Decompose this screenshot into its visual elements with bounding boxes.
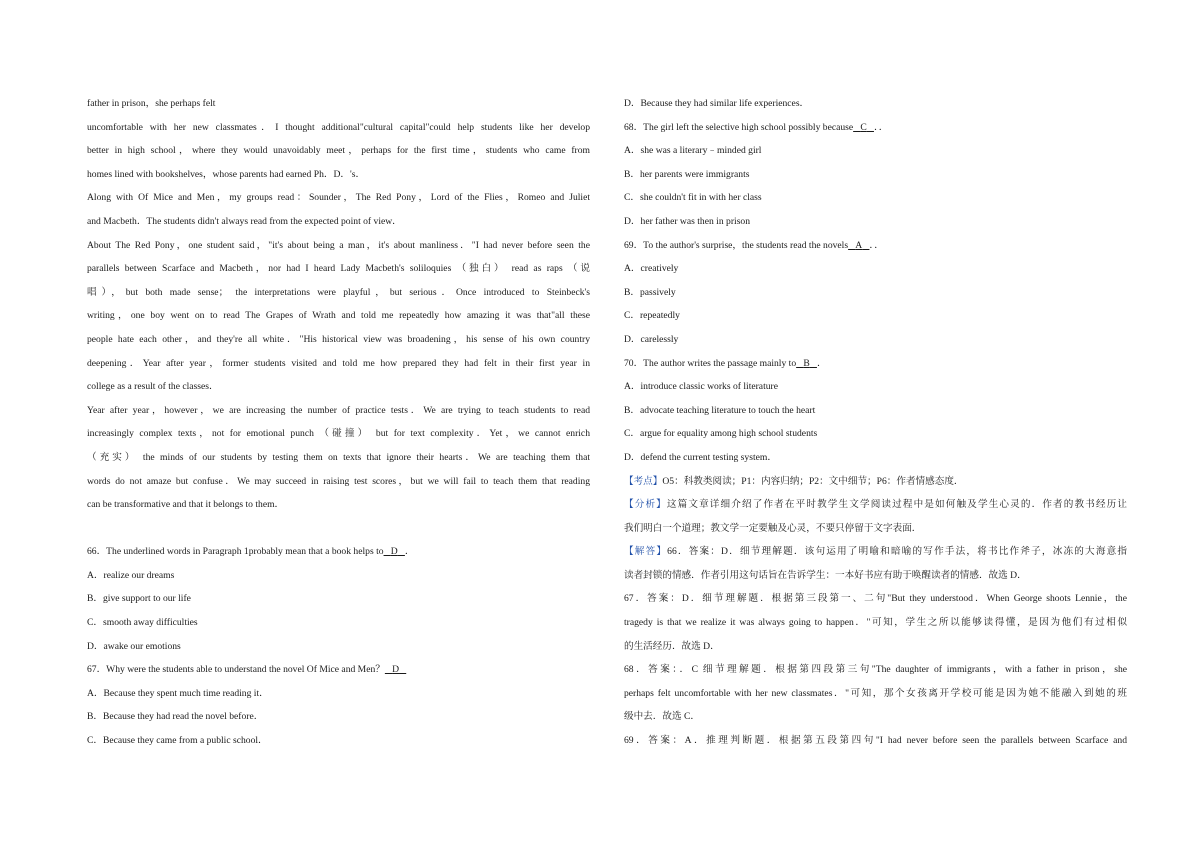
- passage: [87, 92, 590, 517]
- question-70: [624, 352, 1127, 470]
- answer-blank: C: [860, 121, 867, 133]
- option: D．awake our emotions: [87, 640, 181, 652]
- question-66: [87, 540, 590, 658]
- jieda-text: 读者封锁的情感．作者引用这句话旨在告诉学生：一本好书应有助于唤醒读者的情感．故选 D．: [624, 569, 1027, 581]
- kaodian-tag: 【考点】: [624, 475, 663, 487]
- option: A．Because they spent much time reading it．: [87, 687, 269, 699]
- answer-line: 67．答案：D．细节理解题．根据第三段第一、二句"But they understood．When George shoots Lennie，the: [624, 593, 1127, 605]
- fenxi-text: 我们明白一个道理；教文学一定要触及心灵，不要只停留于文字表面．: [624, 522, 922, 534]
- answer-blank: B: [803, 357, 810, 369]
- option: D．carelessly: [624, 333, 679, 345]
- kaodian-section: [624, 470, 1127, 494]
- passage-line: writing，one boy went on to read The Grapes of Wrath and told me repeatedly how amazing it was that"all these: [87, 310, 590, 322]
- right-column: [624, 92, 1127, 753]
- option: B．give support to our life: [87, 593, 191, 605]
- option: C．she couldn't fit in with her class: [624, 192, 762, 204]
- fenxi-text: 这篇文章详细介绍了作者在平时教学生文学阅读过程中是如何触及学生心灵的．作者的教书经历让: [666, 499, 1128, 511]
- passage-line: （充实） the minds of our students by testing them on texts that ignore their hearts．We are teaching them that: [87, 451, 590, 463]
- fenxi-section: [624, 493, 1127, 540]
- passage-line: deepening．Year after year，former students visited and told me how prepared they had felt in their first year in: [87, 357, 590, 369]
- answer-line: 68．答案：．C 细节理解题．根据第四段第三句"The daughter of immigrants，with a father in prison，she: [624, 664, 1127, 676]
- question-stem: 70．The author writes the passage mainly to B ．: [624, 357, 827, 369]
- passage-line: increasingly complex texts，not for emotional punch （碰撞） but for text complexity．Yet，we cannot enrich: [87, 428, 590, 440]
- answer-blank: D: [392, 664, 400, 676]
- passage-line: About The Red Pony，one student said，"it's about being a man，it's about manliness．"I had never before seen the: [87, 239, 590, 251]
- option: B．advocate teaching literature to touch the heart: [624, 404, 816, 416]
- left-column: [87, 92, 590, 753]
- option: A．creatively: [624, 263, 679, 275]
- answer-line: 69．答案：A．推理判断题．根据第五段第四句"I had never before seen the parallels between Scarface and: [624, 735, 1127, 747]
- question-stem: 66．The underlined words in Paragraph 1probably mean that a book helps to D ．: [87, 546, 415, 558]
- passage-line: parallels between Scarface and Macbeth，nor had I heard Lady Macbeth's soliloquies （独白） read as raps （说: [87, 263, 590, 275]
- option: A．realize our dreams: [87, 569, 175, 581]
- question-69: [624, 234, 1127, 352]
- answer-line: 的生活经历．故选 D．: [624, 640, 720, 652]
- passage-line: words do not amaze but confuse．We may succeed in raising test scores，but we will fail to teach them that reading: [87, 475, 590, 487]
- answer-line: tragedy is that we realize it was always going to happen．"可知，学生之所以能够读得懂，是因为他们有过相似: [624, 617, 1127, 629]
- option: B．her parents were immigrants: [624, 168, 750, 180]
- passage-line: 唱），but both made sense； the interpretations were playful，but serious．Once introduced to Steinbeck's: [87, 286, 590, 298]
- passage-line: homes lined with bookshelves，whose parents had earned Ph．D．'s．: [87, 168, 366, 180]
- option: C．repeatedly: [624, 310, 680, 322]
- answer-blank: A: [855, 239, 863, 251]
- option: A．she was a literary﹣minded girl: [624, 145, 762, 157]
- option: D．her father was then in prison: [624, 215, 751, 227]
- option: A．introduce classic works of literature: [624, 381, 778, 393]
- passage-line: Along with Of Mice and Men，my groups read：Sounder，The Red Pony，Lord of the Flies，Romeo and Juliet: [87, 192, 590, 204]
- passage-line: uncomfortable with her new classmates．I thought additional"cultural capital"could help students like her develop: [87, 121, 590, 133]
- question-68: [624, 116, 1127, 234]
- passage-line: people hate each other，and they're all white．"His historical view was broadening，his sense of his own country: [87, 333, 590, 345]
- question-stem: 68．The girl left the selective high school possibly because C ．．: [624, 121, 889, 133]
- option: B．Because they had read the novel before．: [87, 711, 264, 723]
- jieda-section: [624, 540, 1127, 752]
- passage-line: Year after year，however，we are increasing the number of practice tests．We are trying to teach students to read: [87, 404, 590, 416]
- answer-line: 级中去．故选 C．: [624, 711, 700, 723]
- kaodian-text: O5：科教类阅读；P1：内容归纳；P2：文中细节；P6：作者情感态度．: [662, 475, 964, 487]
- option: C．Because they came from a public school．: [87, 735, 268, 747]
- answer-line: perhaps felt uncomfortable with her new classmates．"可知，那个女孩离开学校可能是因为她不能融入到她的班: [624, 687, 1127, 699]
- option: C．argue for equality among high school students: [624, 428, 818, 440]
- option: B．passively: [624, 286, 676, 298]
- jieda-text: 66．答案：D．细节理解题．该句运用了明喻和暗喻的写作手法，将书比作斧子，冰冻的大海意指: [667, 546, 1127, 558]
- passage-line: college as a result of the classes．: [87, 381, 219, 393]
- jieda-tag: 【解答】: [624, 546, 668, 558]
- fenxi-tag: 【分析】: [624, 499, 667, 511]
- question-stem: 69．To the author's surprise，the students read the novels A ．．: [624, 239, 884, 251]
- passage-line: can be transformative and that it belongs to them．: [87, 499, 285, 511]
- answer-blank: D: [390, 546, 398, 558]
- passage-line: father in prison，she perhaps felt: [87, 98, 216, 109]
- option: D．Because they had similar life experiences．: [624, 98, 810, 109]
- option: C．smooth away difficulties: [87, 617, 198, 629]
- question-stem: 67．Why were the students able to understand the novel Of Mice and Men？ D: [87, 658, 590, 682]
- passage-line: and Macbeth．The students didn't always read from the expected point of view．: [87, 215, 402, 227]
- question-67: [87, 658, 590, 752]
- passage-line: better in high school，where they would unavoidably meet，perhaps for the first time，students who came from: [87, 145, 590, 157]
- option: D．defend the current testing system．: [624, 451, 777, 463]
